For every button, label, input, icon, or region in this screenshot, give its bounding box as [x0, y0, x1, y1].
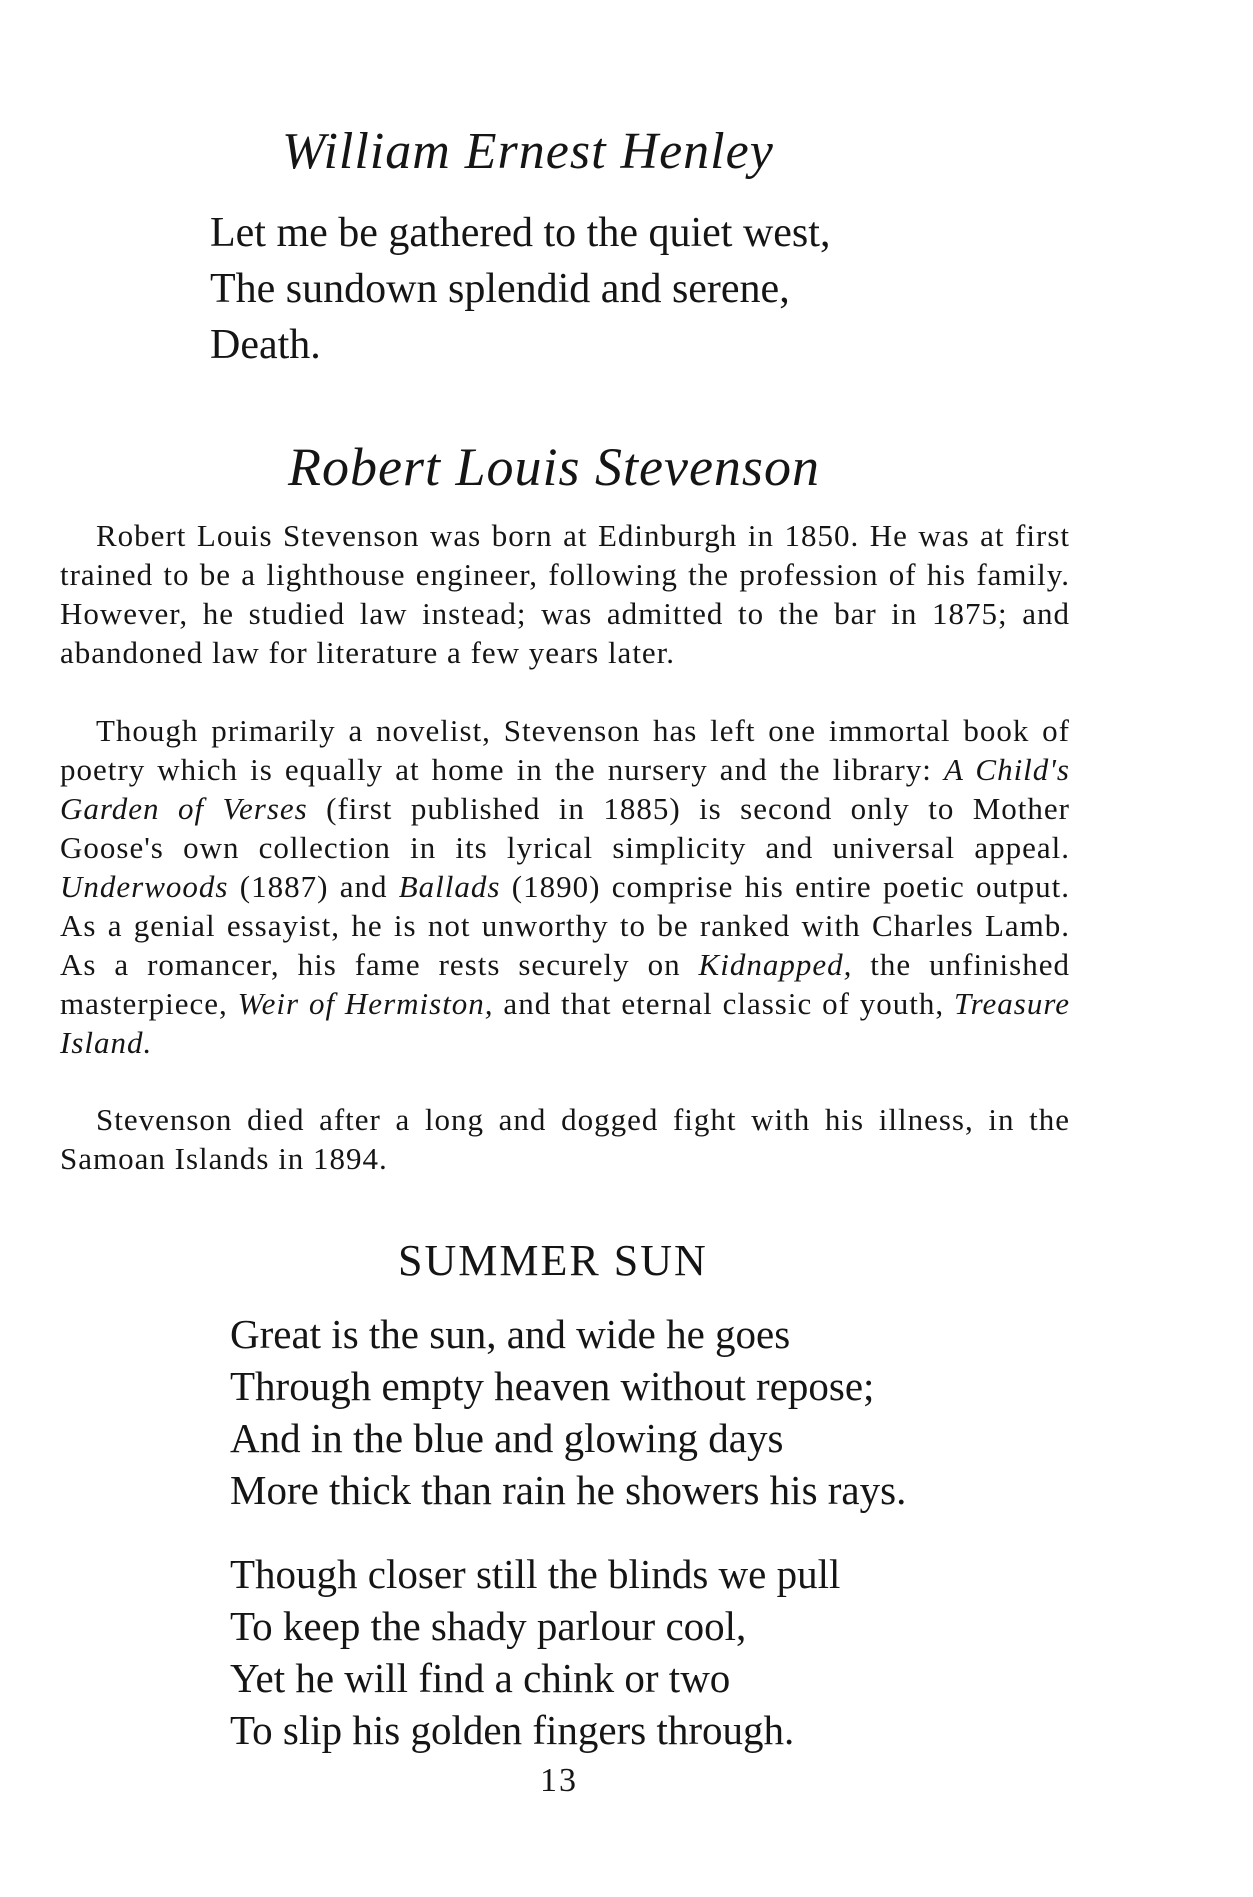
bio-text: the unfinished masterpiece,	[60, 947, 1070, 1021]
poem-stanza-2	[230, 1548, 840, 1756]
bio-paragraph-1: Robert Louis Stevenson was born at Edinburgh in 1850. He was at first trained to be a lighthouse engineer, following the profession of his family. However, he studied law instead; was admitted to the bar in 1875; and abandoned law for literature a few years later.	[60, 518, 1070, 670]
henley-line-1: Let me be gathered to the quiet west,	[210, 210, 831, 256]
bio-paragraph-2	[60, 711, 1070, 1062]
poem-stanza-1	[230, 1308, 906, 1516]
book-title-weir-of-hermiston: Weir of Hermiston,	[237, 986, 494, 1021]
poem-line: To slip his golden fingers through.	[230, 1707, 795, 1753]
poem-line: Yet he will find a chink or two	[230, 1655, 731, 1701]
bio-text: (first published in 1885) is second only to Mother Goose's own collection in its lyrical simplicity and universal appeal.	[60, 791, 1070, 865]
poem-line: To keep the shady parlour cool,	[230, 1603, 747, 1649]
page-number: 13	[540, 1762, 578, 1799]
bio-paragraph-3: Stevenson died after a long and dogged fight with his illness, in the Samoan Islands in 1894.	[60, 1102, 1070, 1176]
poem-line: Though closer still the blinds we pull	[230, 1551, 841, 1597]
poem-line: And in the blue and glowing days	[230, 1415, 784, 1461]
poem-line: Great is the sun, and wide he goes	[230, 1311, 791, 1357]
book-title-treasure-island: Treasure Island.	[60, 986, 1070, 1060]
poem-line: Through empty heaven without repose;	[230, 1363, 875, 1409]
poem-line: More thick than rain he showers his rays.	[230, 1467, 907, 1513]
bio-text: (1890) comprise his entire poetic output. As a genial essayist, he is not unworthy to be ranked with Charles Lamb. As a romancer, his fame rests securely on	[60, 869, 1070, 982]
stevenson-heading: Robert Louis Stevenson	[288, 437, 820, 497]
poem-title: SUMMER SUN	[398, 1236, 708, 1285]
book-title-ballads: Ballads	[398, 869, 501, 904]
bio-text: (1887) and	[228, 869, 399, 904]
bio-text: and that eternal classic of youth,	[493, 986, 955, 1021]
book-title-kidnapped: Kidnapped,	[698, 947, 853, 982]
book-title-childs-garden: A Child's Garden of Verses	[60, 752, 1070, 826]
henley-epitaph	[210, 205, 830, 373]
bio-text: Though primarily a novelist, Stevenson has left one immortal book of poetry which is equally at home in the nursery and the library:	[60, 713, 1070, 787]
henley-heading: William Ernest Henley	[282, 123, 774, 180]
henley-line-2: The sundown splendid and serene,	[210, 266, 790, 312]
henley-line-3: Death.	[210, 322, 321, 368]
book-title-underwoods: Underwoods	[60, 869, 229, 904]
